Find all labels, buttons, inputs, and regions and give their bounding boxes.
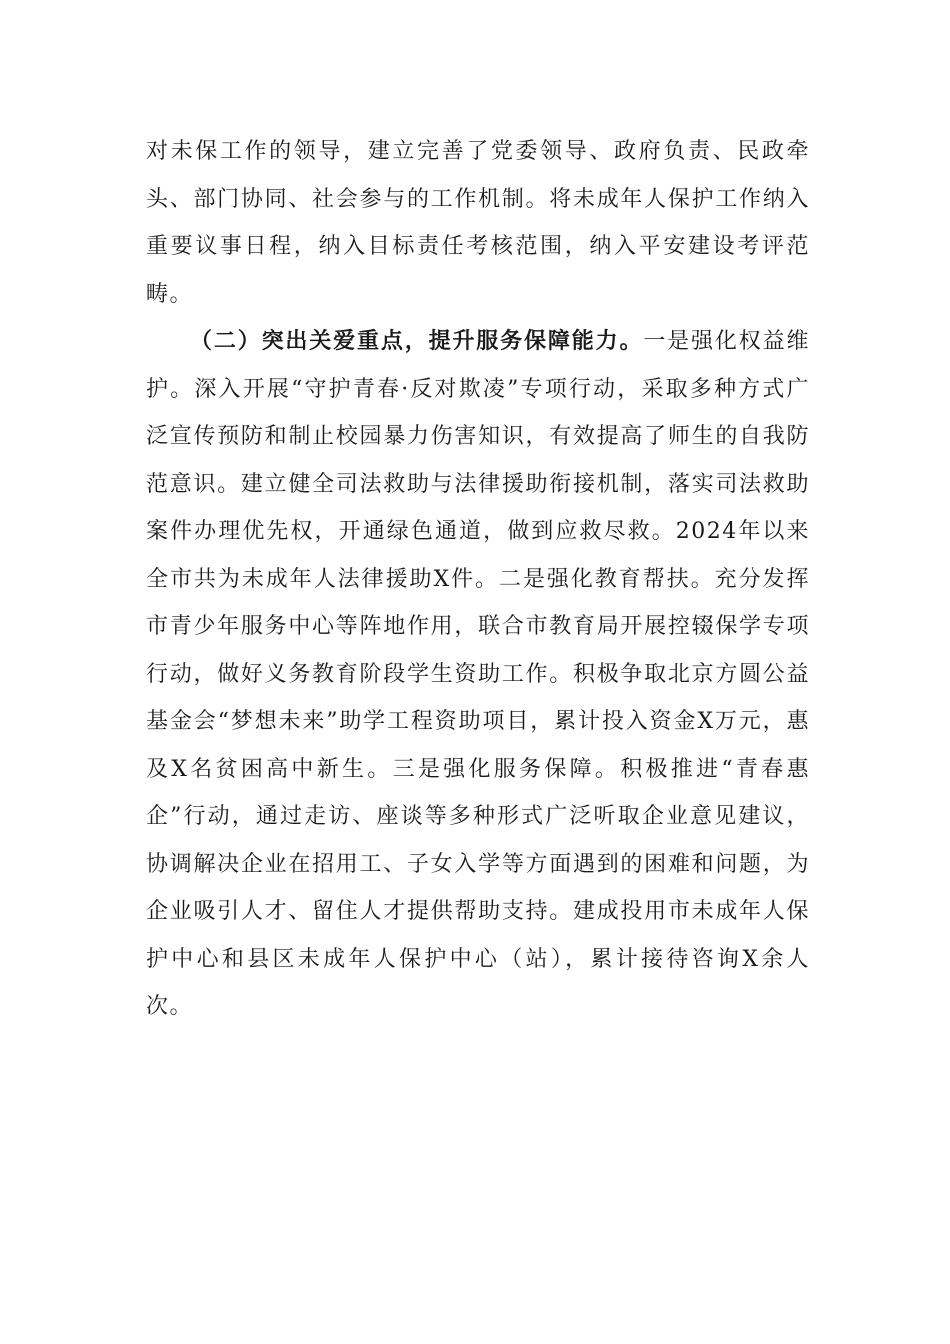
section-heading: （二）突出关爱重点，提升服务保障能力。 [190,329,644,354]
section-body-text: 一是强化权益维护。深入开展“守护青春·反对欺凌”专项行动，采取多种方式广泛宣传预防和制止校园暴力伤害知识，有效提高了师生的自我防范意识。建立健全司法救助与法律援助衔接机制，落实司法救助案件办理优先权，开通绿色通道，做到应救尽救。2024年以来全市共为未成年人法律援助X件。二是强化教育帮扶。充分发挥市青少年服务中心等阵地作用，联合市教育局开展控辍保学专项行动，做好义务教育阶段学生资助工作。积极争取北京方圆公益基金会“梦想未来”助学工程资助项目，累计投入资金X万元，惠及X名贫困高中新生。三是强化服务保障。积极推进“青春惠企”行动，通过走访、座谈等多种形式广泛听取企业意见建议，协调解决企业在招用工、子女入学等方面遇到的困难和问题，为企业吸引人才、留住人才提供帮助支持。建成投用市未成年人保护中心和县区未成年人保护中心（站），累计接待咨询X余人次。 [146,329,810,1019]
paragraph-section-two [146,318,810,1031]
paragraph-continuation: 对未保工作的领导，建立完善了党委领导、政府负责、民政牵头、部门协同、社会参与的工作机制。将未成年人保护工作纳入重要议事日程，纳入目标责任考核范围，纳入平安建设考评范畴。 [146,139,810,307]
document-body [146,128,810,1031]
